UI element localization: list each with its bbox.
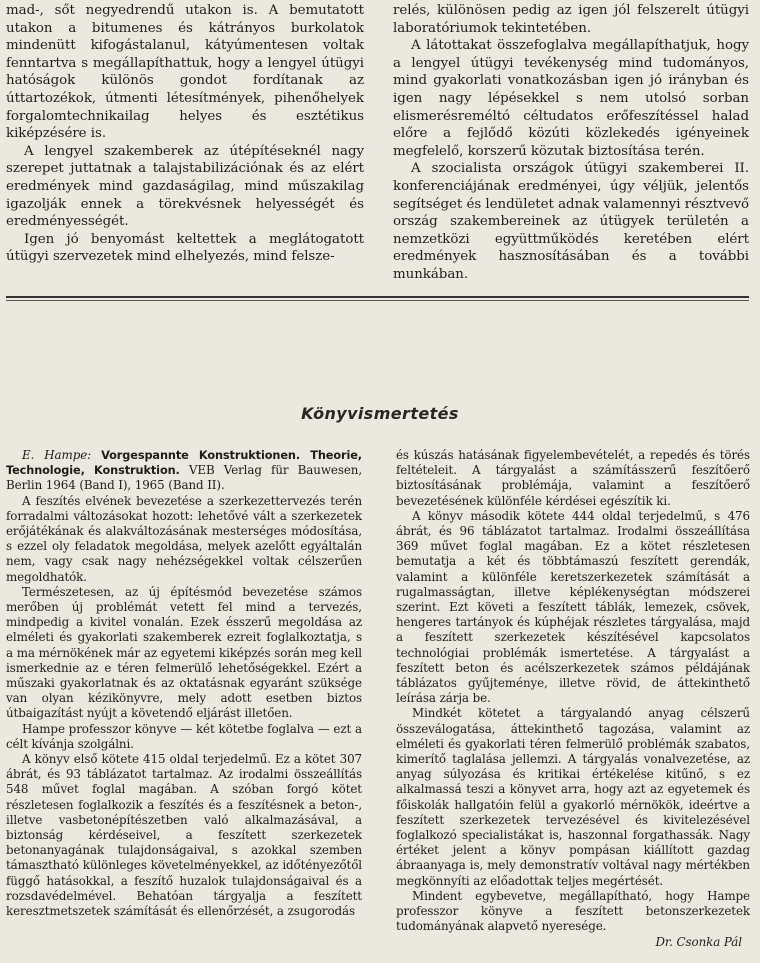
paragraph: és kúszás hatásának figyelembevételét, a repedés és törés feltételeit. A tárgyalást a számításszerű feszítőerő biztosításának problémája, valamint a feszítőerő bevezetésének különféle kérdései egészítik ki.: [396, 448, 750, 508]
paragraph: A könyv első kötete 415 oldal terjedelmű. Ez a kötet 307 ábrát, és 93 táblázatot tartalmaz. Az irodalmi összeállítás 548 művet foglal magában. A szóban forgó kötet részletesen foglalkozik a feszítés és a feszítésnek a beton-, illetve vasbetonépítészetben való alkalmazásával, a biztonság kérdéseivel, a feszített szerkezetek betonanyagának tulajdonságaival, s azokkal szemben támasztható különleges követelményekkel, az időtényezőtől függő hatásokkal, a feszítő huzalok tulajdonságaival és a rozsdavédelmével. Behatóan tárgyalja a feszített keresztmetszetek számítását és ellenőrzését, a zsugorodás: [6, 752, 362, 919]
signature-line: [396, 935, 750, 950]
paragraph: A szocialista országok útügyi szakemberei II. konferenciájának eredményei, úgy véljük, jelentős segítséget és lendületet adnak valamennyi résztvevő ország szakembereinek az útügyek területén a nemzetközi együttműködés keretében elért eredmények hasznosításában és a további munkában.: [393, 161, 749, 282]
paragraph: mad-, sőt negyedrendű utakon is. A bemutatott utakon a bitumenes és kátrányos burkolatok mindenütt kifogástalanul, kátyúmentesen voltak fenntartva s megállapíthattuk, hogy a lengyel útügyi hatóságok különös gondot fordítanak az úttartozékok, útmenti létesítmények, pihenőhelyek forgalomtechnikailag helyes és esztétikus kiképzésére is.: [6, 3, 364, 142]
review-right-column: [396, 448, 750, 950]
section-title: Könyvismertetés: [301, 404, 459, 423]
paragraph: relés, különösen pedig az igen jól felszerelt útügyi laboratóriumok tekintetében.: [393, 3, 749, 36]
paragraph: Mindent egybevetve, megállapítható, hogy Hampe professzor könyve a feszített betonszerkezetek tudományának alapvető nyeresége.: [396, 888, 750, 934]
section-divider: [6, 296, 749, 298]
paragraph: A lengyel szakemberek az útépítéseknél nagy szerepet juttatnak a talajstabilizációnak és az elért eredmények mind gazdaságilag, mind műszakilag igazolják ennek a törekvésnek helyességét és eredményességét.: [6, 143, 364, 230]
book-citation: [6, 448, 362, 494]
book-title: Vorgespannte Konstruktionen. Theorie, Technologie, Konstruktion.: [6, 449, 362, 478]
paragraph: A látottakat összefoglalva megállapíthatjuk, hogy a lengyel útügyi tevékenység mind tudományos, mind gyakorlati vonatkozásban igen jó irányban és igen nagy lépésekkel s nem utolsó sorban elismerésreméltó céltudatos erőfeszítéssel halad előre a fejlődő közúti közlekedés igényeinek megfelelő, korszerű közutak biztosítása terén.: [393, 38, 749, 159]
book-publisher: VEB Verlag für Bauwesen, Berlin 1964 (Band I), 1965 (Band II).: [6, 463, 363, 493]
paragraph: Mindkét kötetet a tárgyalandó anyag célszerű összeválogatása, áttekinthető tagozása, valamint az elméleti és gyakorlati téren felmerülő problémák szabatos, kimerítő taglalása jellemzi. A tárgyalás vonalvezetése, az anyag súlyozása és kritikai értékelése kitűnő, s ez alkalmassá teszi a könyvet arra, hogy azt az egyetemek és főiskolák hallgatóin felül a gyakorló mérnökök, ideértve a feszített szerkezetek tervezésével és kivitelezésével foglalkozó specialistákat is, haszonnal forgathassák. Nagy értéket jelent a könyv pompásan kiállított gazdag ábraanyaga is, mely demonstratív voltával nagy mértékben megkönnyíti az előadottak teljes megértését.: [396, 706, 750, 888]
top-left-column: [6, 2, 364, 266]
review-left-column: [6, 448, 362, 919]
paragraph: Hampe professzor könyve — két kötetbe foglalva — ezt a célt kívánja szolgálni.: [6, 721, 362, 751]
book-author: E. Hampe:: [22, 448, 92, 462]
paragraph: Igen jó benyomást keltettek a meglátogatott útügyi szervezetek mind elhelyezés, mind felsze-: [6, 231, 364, 265]
paragraph: Természetesen, az új építésmód bevezetése számos merőben új problémát vetett fel mind a tervezés, mindpedig a kivitel vonalán. Ezek ésszerű megoldása az elméleti és gyakorlati szakemberek ezreit foglalkoztatja, s a ma mérnökének már az egyetemi kiképzés során meg kell ismerkednie az e téren felmerülő lehetőségekkel. Ezért a műszaki gyakorlatnak és az oktatásnak egyaránt szüksége van olyan kézikönyvre, mely adott esetben biztos útbaigazítást nyújt a követendő eljárást illetően.: [6, 584, 362, 721]
paragraph: A könyv második kötete 444 oldal terjedelmű, s 476 ábrát, és 96 táblázatot tartalmaz. Irodalmi összeállítása 369 művet foglal magában. Ez a kötet részletesen bemutatja a két és többtámaszú feszített gerendák, valamint a különféle keretszerkezetek számítását a rugalmasságtan, illetve képlékenységtan módszerei szerint. Ezt követi a feszített táblák, lemezek, csövek, hengeres tartányok és kúphéjak részletes tárgyalása, majd a feszített szerkezetek készítésével kapcsolatos technológiai problémák ismertetése. A tárgyalást a feszített beton és acélszerkezetek számos példájának táblázatos gyűjteménye, illetve rövid, de áttekinthető leírása zárja be.: [396, 508, 750, 706]
reviewer-signature: Dr. Csonka Pál: [655, 934, 742, 949]
section-divider-thin: [6, 300, 749, 301]
top-right-column: [393, 2, 749, 284]
paragraph: A feszítés elvének bevezetése a szerkezettervezés terén forradalmi változásokat hozott: lehetővé vált a szerkezetek erőjátékának és alakváltozásának mesterséges módosítása, s ezzel oly feladatok megoldása, melyek azelőtt egyáltalán nem, vagy csak nagy nehézségekkel voltak célszerűen megoldhatók.: [6, 493, 362, 584]
